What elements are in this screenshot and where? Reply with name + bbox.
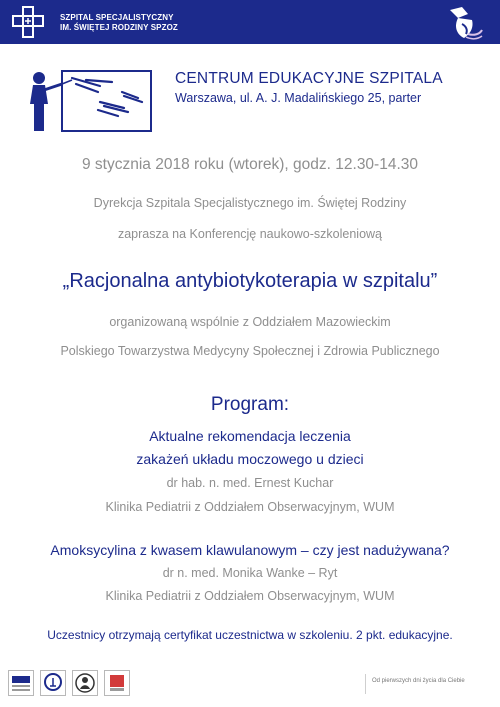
footer-tagline: Od pierwszych dni życia dla Ciebie [372,678,465,684]
invitation-line2: zaprasza na Konferencję naukowo-szkoleniową [117,227,383,241]
talk1-affiliation: Klinika Pediatrii z Oddziałem Obserwacyjnym, WUM [105,500,395,514]
hospital-name-line1: SZPITAL SPECJALISTYCZNY [60,13,174,22]
quality-certificate-logo-icon [40,670,66,696]
footer-divider [365,674,366,694]
education-center-address: Warszawa, ul. A. J. Madalińskiego 25, parter [175,91,422,105]
talk1-speaker: dr hab. n. med. Ernest Kuchar [166,476,334,490]
program-heading: Program: [210,394,290,415]
invitation-line1: Dyrekcja Szpitala Specjalistycznego im. Świętej Rodziny [93,196,407,210]
hospital-name-line2: IM. ŚWIĘTEJ RODZINY SPZOZ [60,23,178,32]
tuv-nord-logo-icon [8,670,34,696]
header-bar [0,0,500,44]
education-center-title: CENTRUM EDUKACYJNE SZPITALA [175,70,443,87]
talk2-affiliation: Klinika Pediatrii z Oddziałem Obserwacyjnym, WUM [105,589,395,603]
organized-line1: organizowaną wspólnie z Oddziałem Mazowieckim [109,315,391,329]
presenter-whiteboard-icon [28,70,152,132]
talk2-speaker: dr n. med. Monika Wanke – Ryt [162,566,338,580]
family-hospital-logo-icon [444,4,486,42]
organized-line2: Polskiego Towarzystwa Medycyny Społecznej i Zdrowia Publicznego [60,344,440,358]
event-date: 9 stycznia 2018 roku (wtorek), godz. 12.30-14.30 [81,156,419,173]
hospital-award-logo-icon [104,670,130,696]
hospital-name [60,13,178,33]
conference-title: „Racjonalna antybiotykoterapia w szpitalu” [62,270,438,292]
talk2-title: Amoksycylina z kwasem klawulanowym – czy jest nadużywana? [50,542,450,558]
talk1-title-line1: Aktualne rekomendacja leczenia [149,428,351,444]
baby-friendly-hospital-logo-icon [72,670,98,696]
certificate-note: Uczestnicy otrzymają certyfikat uczestnictwa w szkoleniu. 2 pkt. edukacyjne. [47,628,453,642]
talk1-title-line2: zakażeń układu moczowego u dzieci [136,451,364,467]
hospital-cross-logo-icon [12,6,44,38]
